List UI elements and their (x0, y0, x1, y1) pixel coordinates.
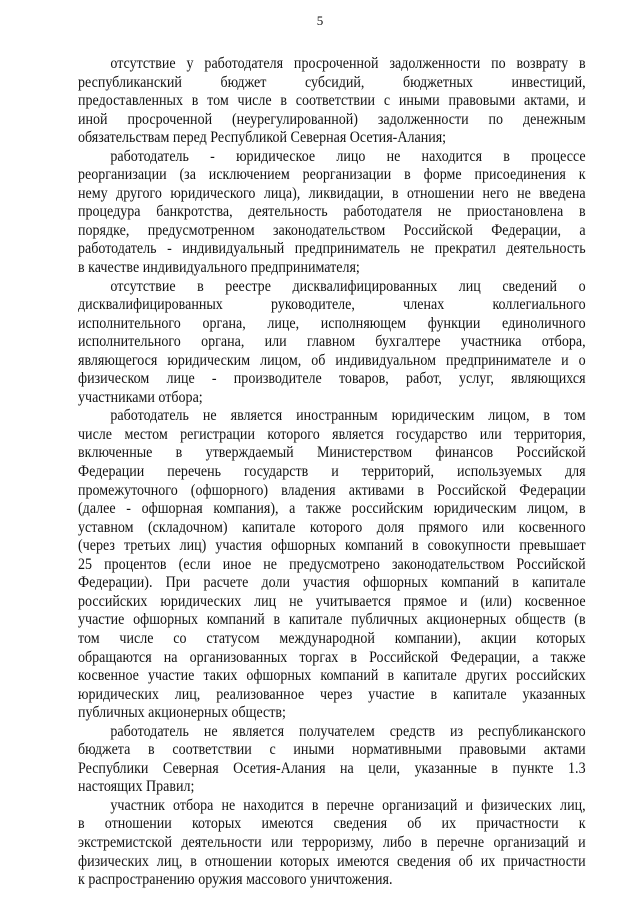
paragraph-line: юридических лиц, реализованное через участие в капитале указанных (78, 685, 586, 703)
paragraph-line: настоящих Правил; (78, 778, 195, 796)
paragraph-line: физических лиц, в отношении которых имеются сведения об их причастности (78, 852, 586, 870)
document-body (78, 55, 586, 890)
paragraph-line: участник отбора не находится в перечне организаций и физических лиц, (110, 796, 586, 814)
paragraph (78, 148, 586, 278)
paragraph-line: процедура банкротства, деятельность работодателя не приостановлена в (78, 203, 586, 221)
paragraph-line: к распространению оружия массового уничтожения. (78, 871, 393, 889)
paragraph-line: Федерации перечень государств и территорий, используемых для (78, 463, 586, 481)
paragraph-line: отсутствие у работодателя просроченной задолженности по возврату в (110, 55, 586, 72)
paragraph-line: участниками отбора; (78, 388, 203, 406)
paragraph-line: участие офшорных компаний в капитале публичных акционерных обществ (в (78, 611, 586, 629)
paragraph-line: косвенное участие таких офшорных компаний в капитале других российских (78, 667, 586, 685)
paragraph-line: работодатель не является получателем средств из республиканского (110, 722, 586, 740)
paragraph (78, 55, 586, 148)
paragraph-line: экстремистской деятельности или терроризму, либо в перечне организаций и (78, 833, 586, 851)
paragraph-line: в отношении которых имеются сведения об их причастности к (78, 815, 586, 833)
paragraph-line: исполнительного органа, лице, исполняющем функции единоличного (78, 314, 586, 332)
paragraph-line: реорганизации (за исключением реорганизации в форме присоединения к (78, 166, 586, 184)
paragraph-line: обращаются на организованных торгах в Российской Федерации, а также (78, 648, 586, 666)
paragraph-line: числе местом регистрации которого является государство или территория, (78, 425, 586, 443)
paragraph-line: работодатель не является иностранным юридическим лицом, в том (110, 407, 586, 425)
paragraph-line: 25 процентов (если иное не предусмотрено законодательством Российской (78, 555, 586, 573)
paragraph-line: работодатель - юридическое лицо не находится в процессе (110, 147, 586, 165)
page-number: 5 (316, 13, 324, 28)
paragraph (78, 797, 586, 890)
paragraph-line: включенные в утверждаемый Министерством финансов Российской (78, 444, 586, 462)
paragraph (78, 278, 586, 408)
paragraph-line: нему другого юридического лица), ликвидации, в отношении него не введена (78, 184, 586, 202)
paragraph-line: работодатель - индивидуальный предприниматель не прекратил деятельность (78, 240, 586, 258)
paragraph-line: российских юридических лиц не учитывается прямое и (или) косвенное (78, 592, 586, 610)
paragraph-line: являющегося юридическим лицом, об индивидуальном предпринимателе и о (78, 351, 586, 369)
paragraph-line: физическом лице - производителе товаров, работ, услуг, являющихся (78, 370, 586, 388)
paragraph-line: исполнительного органа, или главном бухгалтере участника отбора, (78, 333, 586, 351)
paragraph (78, 723, 586, 797)
paragraph-line: предоставленных в том числе в соответствии с иными правовыми актами, и (78, 92, 586, 110)
paragraph-line: дисквалифицированных руководителе, членах коллегиального (78, 296, 586, 314)
paragraph-line: Федерации). При расчете доли участия офшорных компаний в капитале (78, 574, 586, 592)
paragraph-line: публичных акционерных обществ; (78, 704, 286, 722)
paragraph-line: отсутствие в реестре дисквалифицированных лиц сведений о (110, 277, 586, 295)
paragraph-line: промежуточного (офшорного) владения активами в Российской Федерации (78, 481, 586, 499)
paragraph-line: в качестве индивидуального предпринимателя; (78, 259, 360, 277)
paragraph (78, 407, 586, 722)
paragraph-line: уставном (складочном) капитале которого доля прямого или косвенного (78, 518, 586, 536)
paragraph-line: (через третьих лиц) участия офшорных компаний в совокупности превышает (78, 537, 586, 555)
paragraph-line: (далее - офшорная компания), а также российским юридическим лицом, в (78, 500, 586, 518)
paragraph-line: обязательствам перед Республикой Северная Осетия-Алания; (78, 129, 447, 147)
paragraph-line: том числе со статусом международной компании), акции которых (78, 629, 586, 647)
paragraph-line: бюджета в соответствии с иными нормативными правовыми актами (78, 741, 586, 759)
paragraph-line: иной просроченной (неурегулированной) задолженности по денежным (78, 110, 586, 128)
paragraph-line: порядке, предусмотренном законодательством Российской Федерации, а (78, 221, 586, 239)
paragraph-line: республиканский бюджет субсидий, бюджетных инвестиций, (78, 73, 586, 91)
paragraph-line: Республики Северная Осетия-Алания на цели, указанные в пункте 1.3 (78, 759, 586, 777)
